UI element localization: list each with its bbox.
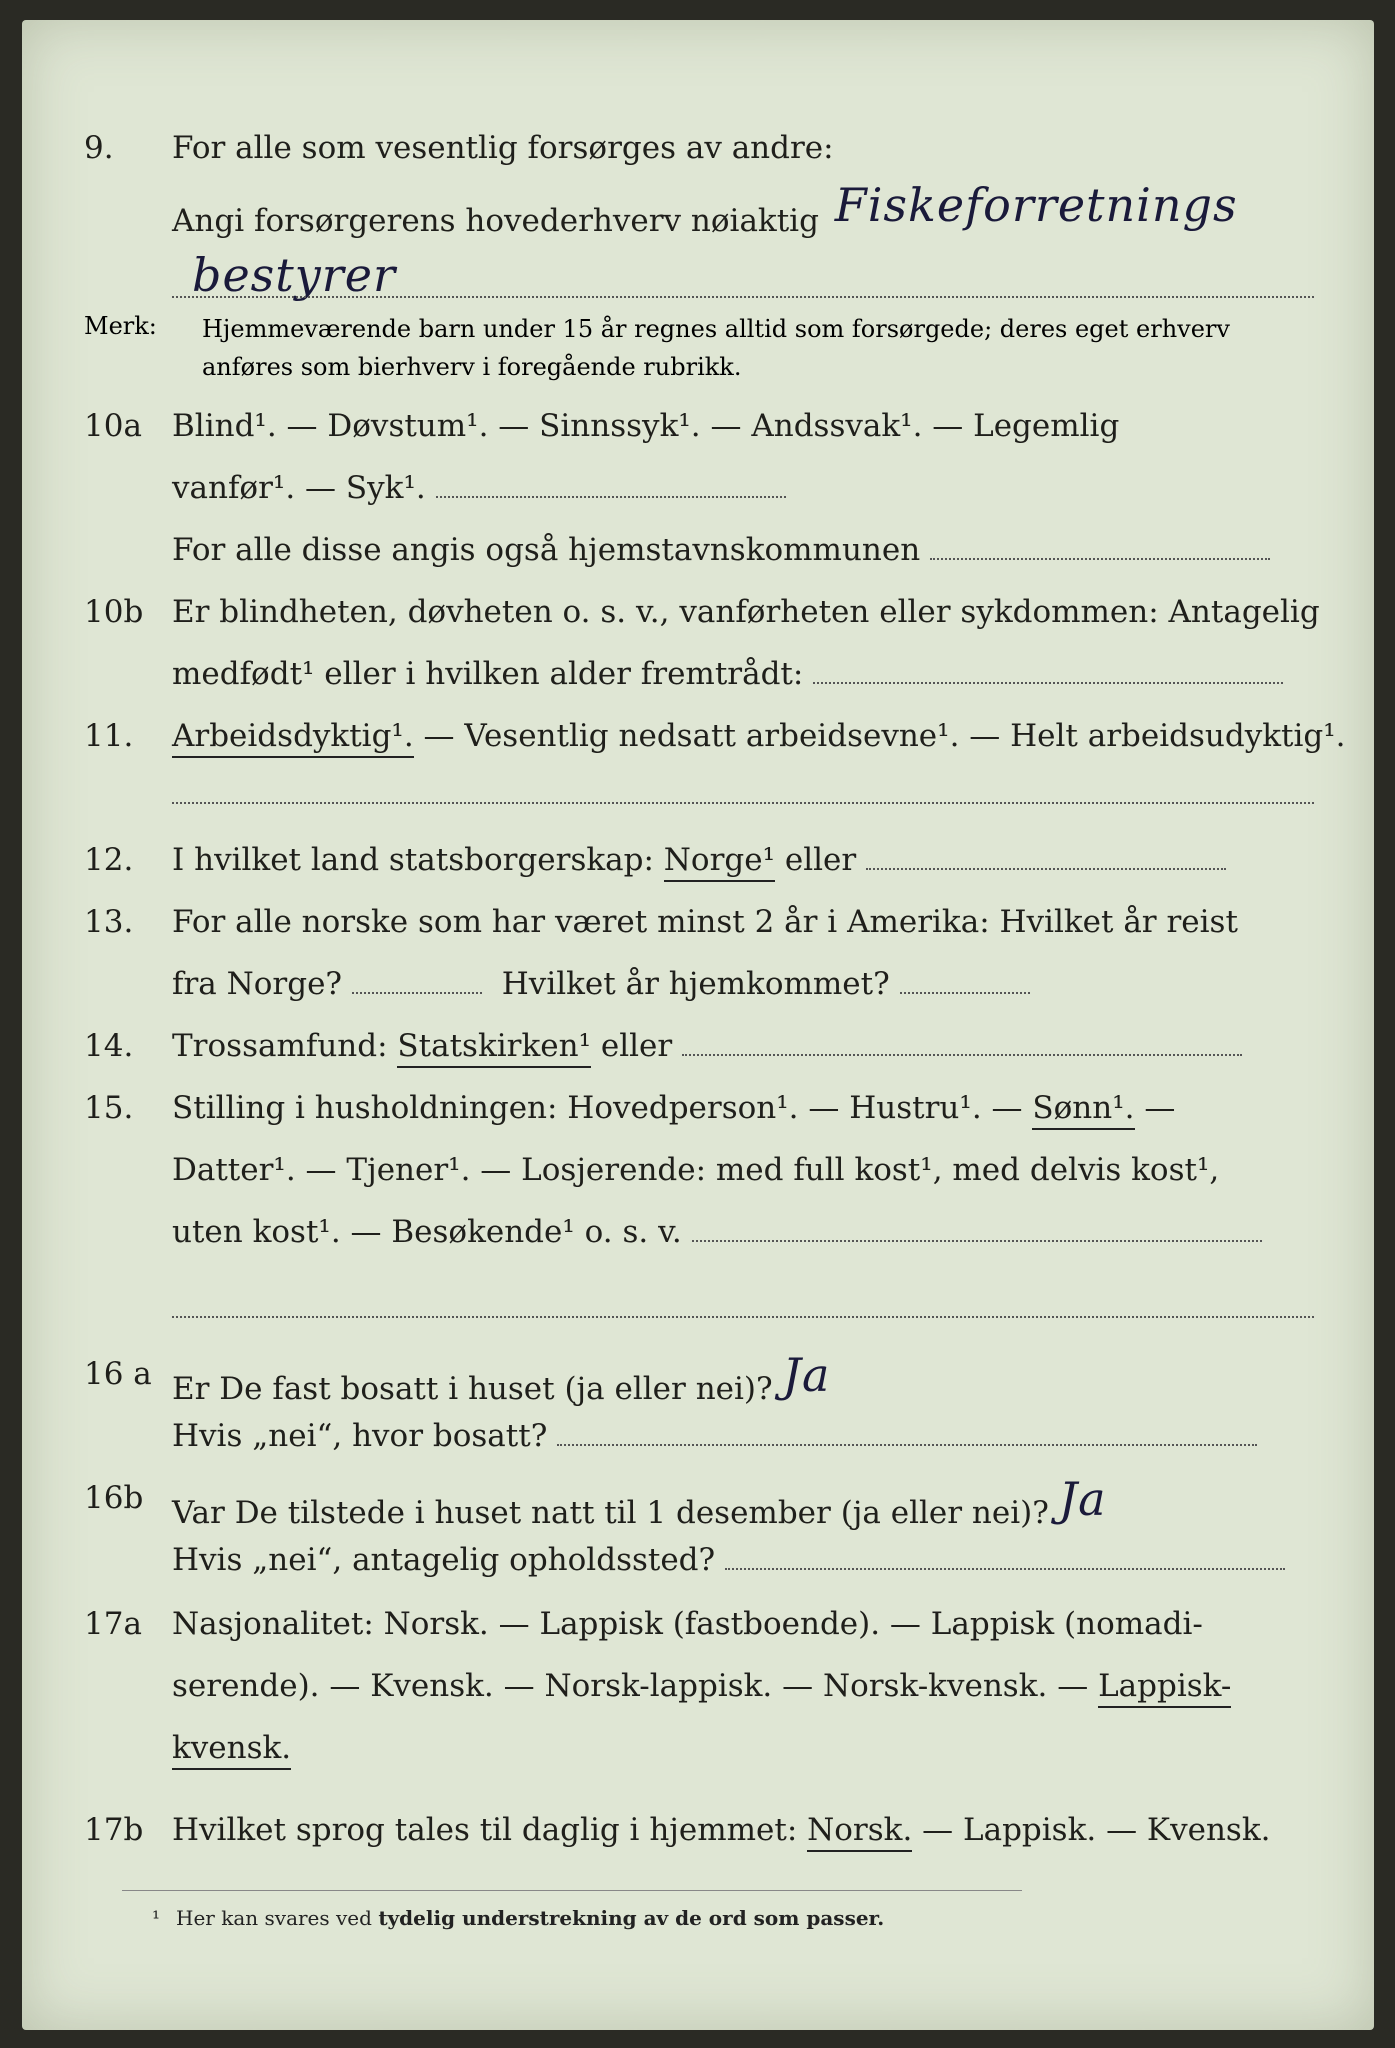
question-number: 17a — [84, 1606, 142, 1642]
question-text: For alle norske som har været minst 2 år i Amerika: Hvilket år reist — [172, 904, 1238, 940]
question-text: serende). — Kvensk. — Norsk-lappisk. — Norsk-kvensk. — — [172, 1668, 1099, 1704]
answer-line — [866, 867, 1226, 870]
answer-line — [172, 1316, 1314, 1318]
handwritten-answer: bestyrer — [192, 248, 396, 302]
question-number: 13. — [84, 904, 134, 940]
question-number: 10b — [84, 594, 144, 630]
underlined-option: Statskirken¹ — [397, 1028, 591, 1068]
note-label: Merk: — [84, 312, 157, 340]
question-text: — — [1134, 1090, 1176, 1126]
handwritten-answer: Fiskeforretnings — [834, 178, 1238, 232]
question-text: Er De fast bosatt i huset (ja eller nei)? — [172, 1371, 773, 1407]
answer-line — [900, 991, 1030, 994]
underlined-option: Norsk. — [807, 1812, 912, 1852]
answer-line — [682, 1053, 1242, 1056]
answer-line — [436, 495, 786, 498]
footnote-rule — [122, 1890, 1022, 1891]
question-text: I hvilket land statsborgerskap: — [172, 842, 664, 878]
answer-line — [725, 1567, 1285, 1570]
underlined-option: Norge¹ — [664, 842, 775, 882]
question-number: 11. — [84, 718, 134, 754]
question-text: Hvis „nei“, hvor bosatt? — [172, 1418, 548, 1454]
question-text: eller — [775, 842, 857, 878]
answer-line — [557, 1443, 1257, 1446]
answer-line — [692, 1239, 1262, 1242]
answer-line — [813, 681, 1283, 684]
footnote: ¹ Her kan svares ved tydelig understrekning av de ord som passer. — [152, 1906, 885, 1930]
question-text: Angi forsørgerens hovederhverv nøiaktig — [172, 203, 819, 239]
question-text: For alle som vesentlig forsørges av andre: — [172, 130, 834, 166]
handwritten-answer: Ja — [1058, 1472, 1107, 1526]
question-text: fra Norge? — [172, 966, 343, 1002]
question-text: Hvilket sprog tales til daglig i hjemmet: — [172, 1812, 808, 1848]
underlined-option: Lappisk- — [1098, 1668, 1231, 1708]
question-text: For alle disse angis også hjemstavnskommunen — [172, 532, 921, 568]
note-text: Hjemmeværende barn under 15 år regnes alltid som forsørgede; deres eget erhverv anføres som bierhverv i foregående rubrikk. — [202, 315, 1230, 381]
question-text: Var De tilstede i huset natt til 1 desember (ja eller nei)? — [172, 1495, 1049, 1531]
question-text: Datter¹. — Tjener¹. — Losjerende: med full kost¹, med delvis kost¹, — [172, 1152, 1220, 1188]
question-text: — Vesentlig nedsatt arbeidsevne¹. — Helt arbeidsudyktig¹. — [413, 718, 1346, 754]
question-text: Blind¹. — Døvstum¹. — Sinnssyk¹. — Andssvak¹. — Legemlig — [172, 408, 1120, 444]
question-number: 9. — [84, 130, 114, 166]
underlined-option: Sønn¹. — [1032, 1090, 1134, 1130]
census-form-page — [22, 20, 1374, 2030]
question-number: 16 a — [84, 1356, 152, 1392]
question-text: Nasjonalitet: Norsk. — Lappisk (fastboende). — Lappisk (nomadi- — [172, 1606, 1203, 1642]
question-number: 14. — [84, 1028, 134, 1064]
answer-line — [930, 557, 1270, 560]
question-text: Er blindheten, døvheten o. s. v., vanførheten eller sykdommen: Antagelig — [172, 594, 1320, 630]
question-number: 17b — [84, 1812, 144, 1848]
question-number: 16b — [84, 1480, 144, 1516]
question-text: eller — [591, 1028, 673, 1064]
question-number: 10a — [84, 408, 142, 444]
answer-line — [172, 802, 1314, 804]
question-text: vanfør¹. — Syk¹. — [172, 470, 426, 506]
question-text: — Lappisk. — Kvensk. — [912, 1812, 1271, 1848]
question-text: medfødt¹ eller i hvilken alder fremtrådt: — [172, 656, 804, 692]
question-text: Hvilket år hjemkommet? — [501, 966, 890, 1002]
answer-line — [172, 296, 1314, 298]
underlined-option: kvensk. — [172, 1730, 291, 1770]
answer-line — [352, 991, 482, 994]
question-text: Trossamfund: — [172, 1028, 398, 1064]
footnote-mark: ¹ — [152, 1906, 161, 1930]
underlined-option: Arbeidsdyktig¹. — [172, 718, 414, 758]
question-number: 12. — [84, 842, 134, 878]
question-text: Stilling i husholdningen: Hovedperson¹. — Hustru¹. — — [172, 1090, 1033, 1126]
question-text: Hvis „nei“, antagelig opholdssted? — [172, 1542, 716, 1578]
handwritten-answer: Ja — [782, 1348, 831, 1402]
question-number: 15. — [84, 1090, 134, 1126]
question-text: uten kost¹. — Besøkende¹ o. s. v. — [172, 1214, 682, 1250]
